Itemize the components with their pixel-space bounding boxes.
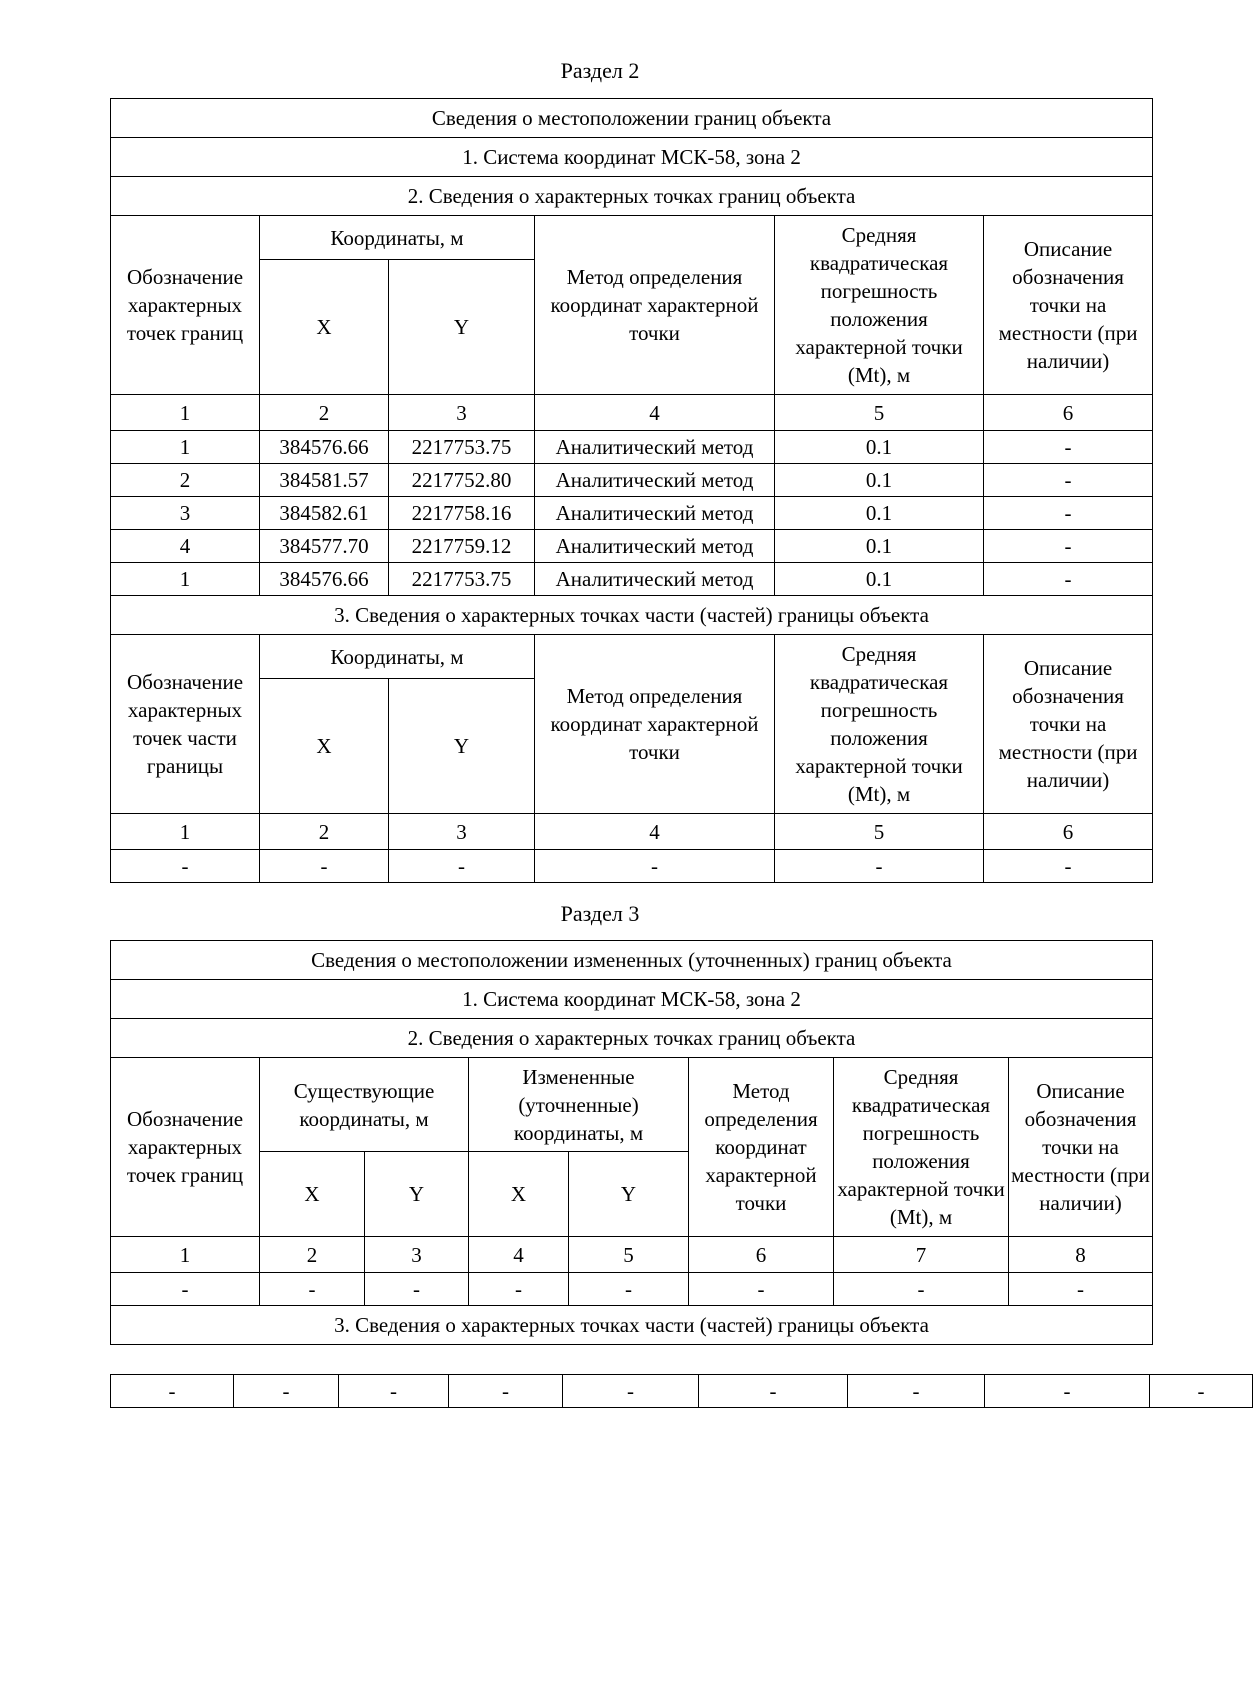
- col-number: 2: [260, 814, 389, 850]
- table-row: [111, 497, 1153, 530]
- method-cell: Аналитический метод: [535, 497, 775, 530]
- parts-col-method-header: Метод определения координат характерной точки: [535, 635, 775, 814]
- point-id-cell: 4: [111, 530, 260, 563]
- desc-cell: -: [984, 497, 1153, 530]
- col-number: 7: [834, 1237, 1009, 1273]
- empty-cell: -: [569, 1273, 689, 1306]
- col-error-header: Средняя квадратическая погрешность положения характерной точки (Mt), м: [775, 216, 984, 395]
- col-number: 4: [535, 395, 775, 431]
- empty-cell: -: [1150, 1375, 1253, 1408]
- y-cell: 2217753.75: [389, 431, 535, 464]
- section-2-header: Сведения о местоположении границ объекта: [111, 99, 1153, 138]
- section-3-title: Раздел 3: [560, 901, 640, 926]
- empty-cell: -: [985, 1375, 1150, 1408]
- desc-cell: -: [984, 464, 1153, 497]
- empty-cell: -: [111, 1273, 260, 1306]
- col-number: 8: [1009, 1237, 1153, 1273]
- desc-cell: -: [984, 530, 1153, 563]
- col-y-header: Y: [389, 260, 535, 395]
- section-2-parts-title: 3. Сведения о характерных точках части (частей) границы объекта: [111, 596, 1153, 635]
- parts-col-coords-header: Координаты, м: [260, 635, 535, 679]
- table-row: [111, 1375, 1253, 1408]
- y-cell: 2217758.16: [389, 497, 535, 530]
- col-y1-header: Y: [365, 1152, 469, 1237]
- empty-cell: -: [775, 850, 984, 883]
- col-changed-header: Измененные (уточненные) координаты, м: [469, 1058, 689, 1152]
- col-desc-header: Описание обозначения точки на местности (при наличии): [1009, 1058, 1153, 1237]
- point-id-cell: 3: [111, 497, 260, 530]
- section-2-points-title: 2. Сведения о характерных точках границ объекта: [111, 177, 1153, 216]
- empty-cell: -: [234, 1375, 339, 1408]
- col-number: 4: [535, 814, 775, 850]
- section-2-coord-system: 1. Система координат МСК-58, зона 2: [111, 138, 1153, 177]
- section-3-table: [110, 940, 1153, 1345]
- error-cell: 0.1: [775, 530, 984, 563]
- empty-cell: -: [469, 1273, 569, 1306]
- col-number: 6: [984, 814, 1153, 850]
- col-number: 3: [365, 1237, 469, 1273]
- table-row: [111, 464, 1153, 497]
- col-number: 6: [984, 395, 1153, 431]
- empty-cell: -: [1009, 1273, 1153, 1306]
- empty-cell: -: [449, 1375, 563, 1408]
- col-error-header: Средняя квадратическая погрешность положения характерной точки (Mt), м: [834, 1058, 1009, 1237]
- col-x1-header: X: [260, 1152, 365, 1237]
- section-3-parts-title: 3. Сведения о характерных точках части (частей) границы объекта: [111, 1306, 1153, 1345]
- desc-cell: -: [984, 563, 1153, 596]
- parts-col-error-header: Средняя квадратическая погрешность положения характерной точки (Mt), м: [775, 635, 984, 814]
- error-cell: 0.1: [775, 563, 984, 596]
- col-number: 2: [260, 1237, 365, 1273]
- table-row: [111, 1273, 1153, 1306]
- parts-col-y-header: Y: [389, 679, 535, 814]
- col-x2-header: X: [469, 1152, 569, 1237]
- section-2-table: [110, 98, 1153, 883]
- col-y2-header: Y: [569, 1152, 689, 1237]
- empty-cell: -: [848, 1375, 985, 1408]
- col-number: 2: [260, 395, 389, 431]
- col-number: 1: [111, 395, 260, 431]
- col-number: 4: [469, 1237, 569, 1273]
- empty-cell: -: [260, 850, 389, 883]
- x-cell: 384577.70: [260, 530, 389, 563]
- point-id-cell: 2: [111, 464, 260, 497]
- section-3-points-title: 2. Сведения о характерных точках границ объекта: [111, 1019, 1153, 1058]
- point-id-cell: 1: [111, 563, 260, 596]
- section-3-coord-system: 1. Система координат МСК-58, зона 2: [111, 980, 1153, 1019]
- col-number: 5: [775, 814, 984, 850]
- method-cell: Аналитический метод: [535, 530, 775, 563]
- y-cell: 2217752.80: [389, 464, 535, 497]
- method-cell: Аналитический метод: [535, 464, 775, 497]
- error-cell: 0.1: [775, 464, 984, 497]
- empty-cell: -: [111, 850, 260, 883]
- col-number: 5: [569, 1237, 689, 1273]
- empty-cell: -: [834, 1273, 1009, 1306]
- table-row: [111, 431, 1153, 464]
- point-id-cell: 1: [111, 431, 260, 464]
- col-x-header: X: [260, 260, 389, 395]
- x-cell: 384576.66: [260, 563, 389, 596]
- col-point-header: Обозначение характерных точек границ: [111, 1058, 260, 1237]
- x-cell: 384576.66: [260, 431, 389, 464]
- col-method-header: Метод определения координат характерной точки: [689, 1058, 834, 1237]
- col-number: 1: [111, 814, 260, 850]
- empty-cell: -: [389, 850, 535, 883]
- col-method-header: Метод определения координат характерной точки: [535, 216, 775, 395]
- col-number: 3: [389, 814, 535, 850]
- col-existing-header: Существующие координаты, м: [260, 1058, 469, 1152]
- empty-cell: -: [699, 1375, 848, 1408]
- method-cell: Аналитический метод: [535, 431, 775, 464]
- empty-cell: -: [339, 1375, 449, 1408]
- empty-cell: -: [984, 850, 1153, 883]
- col-desc-header: Описание обозначения точки на местности (при наличии): [984, 216, 1153, 395]
- parts-col-desc-header: Описание обозначения точки на местности (при наличии): [984, 635, 1153, 814]
- parts-col-x-header: X: [260, 679, 389, 814]
- section-3-header: Сведения о местоположении измененных (уточненных) границ объекта: [111, 941, 1153, 980]
- method-cell: Аналитический метод: [535, 563, 775, 596]
- table-row: [111, 850, 1153, 883]
- section-2-title: Раздел 2: [560, 58, 640, 83]
- empty-cell: -: [365, 1273, 469, 1306]
- col-coords-header: Координаты, м: [260, 216, 535, 260]
- col-number: 1: [111, 1237, 260, 1273]
- y-cell: 2217753.75: [389, 563, 535, 596]
- empty-cell: -: [563, 1375, 699, 1408]
- table-row: [111, 563, 1153, 596]
- empty-cell: -: [260, 1273, 365, 1306]
- table-row: [111, 530, 1153, 563]
- empty-cell: -: [689, 1273, 834, 1306]
- col-number: 3: [389, 395, 535, 431]
- desc-cell: -: [984, 431, 1153, 464]
- empty-cell: -: [111, 1375, 234, 1408]
- error-cell: 0.1: [775, 497, 984, 530]
- y-cell: 2217759.12: [389, 530, 535, 563]
- section-3-parts-table: [110, 1374, 1253, 1408]
- x-cell: 384581.57: [260, 464, 389, 497]
- col-number: 6: [689, 1237, 834, 1273]
- empty-cell: -: [535, 850, 775, 883]
- col-number: 5: [775, 395, 984, 431]
- parts-col-point-header: Обозначение характерных точек части границы: [111, 635, 260, 814]
- col-point-header: Обозначение характерных точек границ: [111, 216, 260, 395]
- error-cell: 0.1: [775, 431, 984, 464]
- x-cell: 384582.61: [260, 497, 389, 530]
